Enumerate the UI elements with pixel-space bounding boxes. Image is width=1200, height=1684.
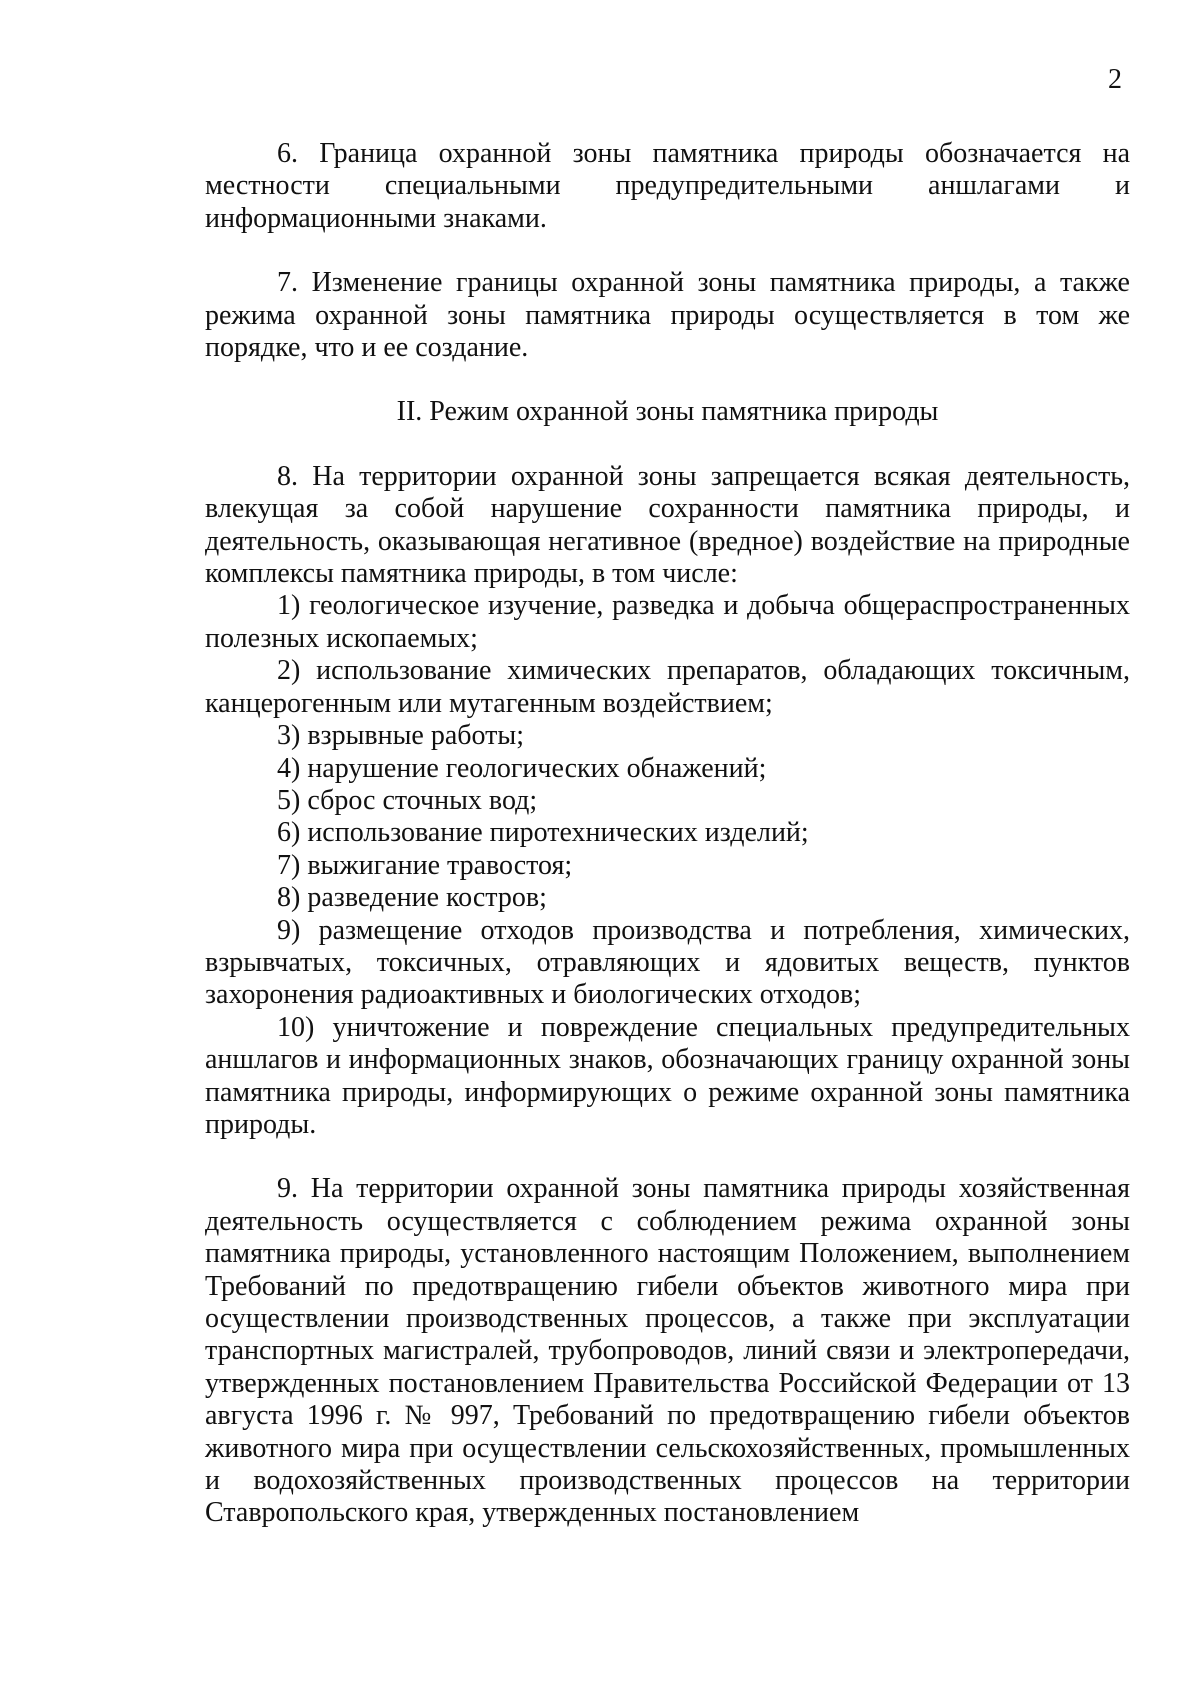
list-item: 2) использование химических препаратов, обладающих токсичным, канцерогенным или мутагенным воздействием; — [205, 655, 1130, 719]
paragraph-7: 7. Изменение границы охранной зоны памятника природы, а также режима охранной зоны памятника природы осуществляется в том же порядке, что и ее создание. — [205, 267, 1130, 364]
list-item: 10) уничтожение и повреждение специальных предупредительных аншлагов и информационных знаков, обозначающих границу охранной зоны памятника природы, информирующих о режиме охранной зоны памятника природы. — [205, 1011, 1130, 1140]
list-item: 4) нарушение геологических обнажений; — [277, 752, 767, 784]
list-item: 9) размещение отходов производства и потребления, химических, взрывчатых, токсичных, отравляющих и ядовитых веществ, пунктов захоронения радиоактивных и биологических отходов; — [205, 914, 1130, 1011]
section-heading: II. Режим охранной зоны памятника природы — [396, 396, 939, 428]
paragraph-8-intro: 8. На территории охранной зоны запрещается всякая деятельность, влекущая за собой нарушение сохранности памятника природы, и деятельность, оказывающая негативное (вредное) воздействие на природные комплексы памятника природы, в том числе: — [205, 460, 1130, 590]
list-item: 5) сброс сточных вод; — [277, 784, 538, 816]
list-item: 3) взрывные работы; — [277, 720, 524, 752]
list-item: 1) геологическое изучение, разведка и добыча общераспространенных полезных ископаемых; — [205, 590, 1130, 654]
page-number: 2 — [1108, 64, 1122, 95]
list-item: 7) выжигание травостоя; — [277, 849, 573, 881]
paragraph-6: 6. Граница охранной зоны памятника природы обозначается на местности специальными предупредительными аншлагами и информационными знаками. — [205, 138, 1130, 234]
list-item: 8) разведение костров; — [277, 882, 547, 914]
document-body — [205, 138, 1130, 1530]
paragraph-9: 9. На территории охранной зоны памятника природы хозяйственная деятельность осуществляется с соблюдением режима охранной зоны памятника природы, установленного настоящим Положением, выполнением Требований по предотвращению гибели объектов животного мира при осуществлении производственных процессов, а также при эксплуатации транспортных магистралей, трубопроводов, линий связи и электропередачи, утвержденных постановлением Правительства Российской Федерации от 13 августа 1996 г. № 997, Требований по предотвращению гибели объектов животного мира при осуществлении сельскохозяйственных, промышленных и водохозяйственных производственных процессов на территории Ставропольского края, утвержденных постановлением — [205, 1173, 1130, 1529]
paragraph-8-list — [205, 590, 1130, 1141]
list-item: 6) использование пиротехнических изделий; — [277, 817, 809, 849]
